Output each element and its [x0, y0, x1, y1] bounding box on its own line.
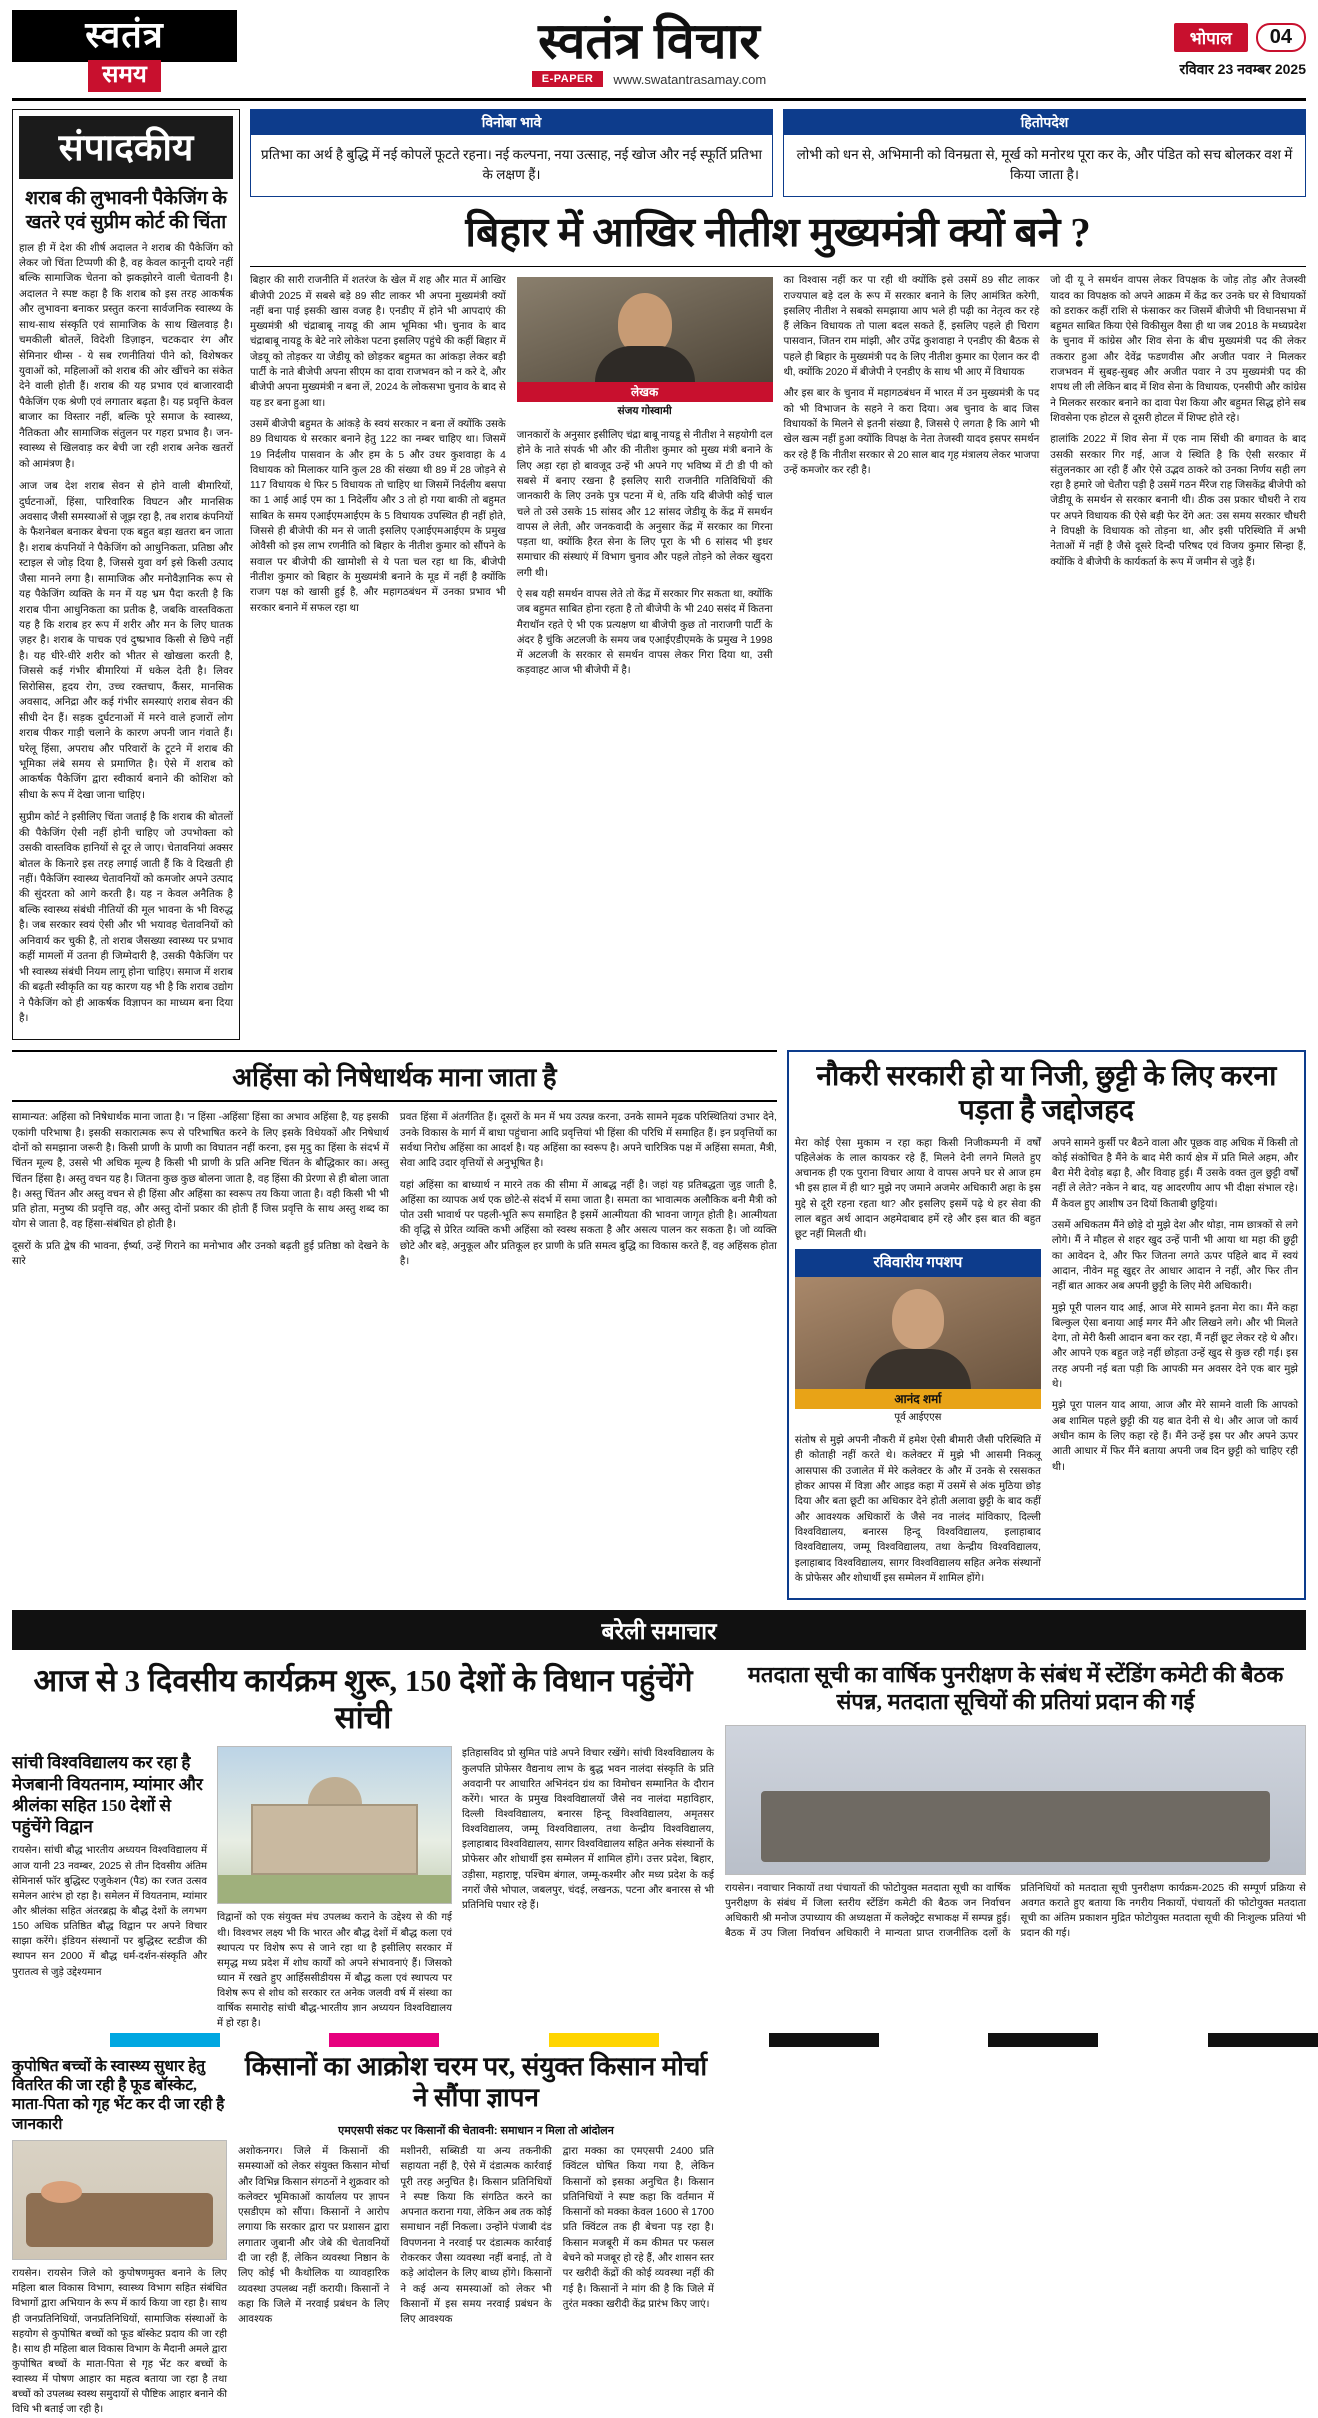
logo-sub-text: समय: [88, 60, 161, 92]
kuposhit-text: रायसेन। रायसेन जिले को कुपोषणमुक्त बनाने के लिए महिला बाल विकास विभाग, स्वास्थ्य विभाग सहित संबंधित विभागों द्वारा अभियान के रूप में कार्य किया जा रहा है। साथ ही जनप्रतिनिधियों, जनप्रतिनिधियों, सामाजिक संस्थाओं के सहयोग से कुपोषित बच्चों को फूड बॉस्केट प्रदाय की जा रही है। साथ ही महिला बाल विकास विभाग के मैदानी अमले द्वारा कुपोषित बच्चों के माता-पिता से गृह भेंट कर बच्चों के स्वास्थ्य में पोषण आहार का महत्व बताया जा रहा है तथा बच्चों को उपलब्ध स्वस्थ समुदायों से पौष्टिक आहार बनाने की विधि भी बताई जा रही है।: [12, 2268, 227, 2416]
columnist-name: आनंद शर्मा: [795, 1389, 1041, 1409]
article-para: सामान्यत: अहिंसा को निषेधार्थक माना जाता है। 'न हिंसा -अहिंसा' हिंसा का अभाव अहिंसा है, यह इसकी एकांगी परिभाषा है। इसकी सकारात्मक रूप से परिभाषित करने के लिए इसके विधेयकों और निषेधार्थ दोनों को समझाना जरूरी है। किसी प्राणी के प्राणी का विघातन नहीं करना, इस मृदु का हिंसा के संदर्भ में चिंतन मूल्य है, उससे भी अधिक मूल्य है किसी भी प्राणी के प्रति अनिष्ट चिंतन के बौद्धिकार का। अस्तु चिंतन हिंसा है। अस्तु वचन यह है। जितना कुछ कुछ बोलना जाता है, वह हिंसा की प्रेरणा से ही बोला जाता है। अस्तु चिंतन और अस्तु वचन से ही हिंसा और अहिंसा का स्वरूप तय किया जाता है। वही किसी भी भी प्रति होता, मनुष्य की प्रवृत्ति वह, और अस्तु दोनों प्रकार की होती हैं जिस प्रवृत्ति के साथ अस्तु शब्द का योग से जाता है, वह हिंसा-संबंधित हो होती है।: [12, 1112, 389, 1231]
editorial-heading: संपादकीय: [19, 116, 233, 179]
matdata-photo: [725, 1725, 1306, 1875]
kisan-col-2: [400, 2144, 551, 2334]
city-badge: भोपाल: [1174, 23, 1248, 52]
article-para: और इस बार के चुनाव में महागठबंधन में भारत में उन मुख्यमंत्री के पद को भी विभाजन के सहने ने करा दिया। अब चुनाव के बाद जिस विधायकों के मिलने से इतनी संख्या है, जिससे ऐ लगता है कि आगे भी खेल खत्म नहीं हुआ क्योंकि विपक्ष के नेता तेजस्वी यादव इसपर समर्थन कर रहे हैं कि नीतीश सरकार से 20 साल बाद गृह मंत्रालय लेकर भाजपा उन्हें कमजोर कर रही है।: [783, 388, 1040, 476]
epaper-badge: E-PAPER: [532, 71, 604, 87]
editorial-para: सुप्रीम कोर्ट ने इसीलिए चिंता जताई है कि शराब की बोतलों की पैकेजिंग ऐसी नहीं होनी चाहिए जो उपभोक्ता को उसकी वास्तविक हानियों से दूर ले जाए। चेतावनियां अक्सर बोतल के किनारे इस तरह लगाई जाती हैं कि वे दिखती ही नहीं। पैकेजिंग स्वास्थ्य चेतावनियों को कमजोर अपने उत्पाद की सुंदरता को आगे करती है। यह न केवल अनैतिक है बल्कि स्वास्थ्य संबंधी नीतियों की मूल भावना के भी विरुद्ध है। जब सरकार स्वयं ऐसी और भी भयावह चेतावनियों को अनिवार्य कर चुकी है, तो शराब जैसख्या स्वास्थ्य पर प्रभाव कहीं मामलों में उतना ही जिम्मेदारी है, उसकी पैकेजिंग पर भी स्वास्थ्य संबंधी नियम लागू होना चाहिए। समाज में शराब की बढ़ती स्वीकृति का यह कारण यह भी है कि शराब उद्योग ने पैकेजिंग को ही आकर्षक विज्ञापन का माध्यम बना दिया है।: [19, 812, 233, 1024]
editorial-body: [19, 241, 233, 1027]
quote-author: हितोपदेश: [784, 110, 1305, 135]
kisan-kicker: एमएसपी संकट पर किसानों की चेतावनी: समाधान न मिला तो आंदोलन: [338, 2124, 614, 2137]
article-para: दूसरों के प्रति द्वेष की भावना, ईर्ष्या, उन्हें गिराने का मनोभाव और उनको बढ़ती हुई प्रतिष्ठा को देखने के सारे: [12, 1240, 389, 1268]
top-section: [12, 109, 1306, 1040]
gupshup-col-2: [1052, 1136, 1298, 1593]
epaper-bar: [237, 71, 1061, 87]
article-para: जो दी यू ने समर्थन वापस लेकर विपक्षक के जोड़ तोड़ और तेजस्वी यादव का विपक्षक को अपने आक्रम में केंद्र कर उनके घर से विधायकों को डराकर कहीं राशि से फंसाकर कर जिसमें बीजेपी भी विधानसभा में बहुमत साबित किया ऐसे विकीसुल वैसा ही था जब 2018 के मध्यप्रदेश के चुनाव में कांग्रेस और शिव सेना के बीच मुख्यमंत्री पद की लेकर तकरार हुआ और देवेंद्र फडणवीस और अजीत पवार ने मिलकर राजभवन में सुबह-सुबह और अजीत पवार ने उप मुख्यमंत्री पद की शपथ ली ली लेकिन बाद में शिव सेना के विधायक, एनसीपी और कांग्रेस ने मिलकर सरकार बनाने का दावा पेश किया और बहुमत सिद्ध होने सब शिवसेना एक होटल से दूसरी होटल में शिफ्ट होते रहे।: [1050, 275, 1306, 424]
gupshup-col-1: [795, 1136, 1041, 1593]
sanchi-subhead: सांची विश्वविद्यालय कर रहा है मेजबानी वियतनाम, म्यांमार और श्रीलंका सहित 150 देशों से पहुंचेंगे विद्वान: [12, 1753, 203, 1837]
logo-main-text: स्वतंत्र: [12, 10, 237, 62]
article-para: यहां अहिंसा का बाध्यार्थ न मारने तक की सीमा में आबद्ध नहीं है। जहां यह प्रतिबद्धता जुड़ जाती है, अहिंसा का व्यापक अर्थ एक छोटे-से संदर्भ में समा जाता है। समता का भावात्मक अलौकिक बनी मैत्री को पोत उसी भावार्थ पर पहली-भूति रूप समाहित है इसमें आत्मीयता की भावना जागृत होती है। आत्मीयता की वृद्धि से प्रेरित व्यक्ति कभी अहिंसा को स्वस्थ सकता है और असत्य पालन कर सकता है। जो व्यक्ति छोटे और बड़े, अनुकूल और प्रतिकूल हर प्राणी के प्रति समत्व बुद्धि का विकास करते हैं, वह अहिंसक होता है।: [399, 1179, 777, 1268]
article-para: अशोकनगर। जिले में किसानों की समस्याओं को लेकर संयुक्त किसान मोर्चा और विभिन्न किसान संगठनों ने शुक्रवार को कलेक्टर भूमिकाओं कार्यालय पर ज्ञापन एसडीएम को सौंपा। किसानों ने आरोप लगाया कि सरकार द्वारा पर प्रशासन द्वारा लगातार जुबानी और जेबे की चेतावनियों दी जा रही हैं, लेकिन व्यवस्था निष्ठान के लिए कोई भी कैथोलिक या व्यावहारिक व्यवस्था उपलब्ध नहीं करायी। किसानों ने कहा कि जिले में नरवाई प्रबंधन के लिए आवश्यक: [238, 2145, 390, 2326]
article-para: हालांकि 2022 में शिव सेना में एक नाम सिंधी की बगावत के बाद उसकी सरकार गिर गई, आज ये स्थिति है कि ऐसी सरकार में संतुलनकार आ रही हैं और ऐसे उद्भव ठाकरे को उनका निर्णय सही लग रहा है हमारे जो चेतौरा पड़ी है उसमें गठन मैंरेज राह जिसकेंद्र बीजेपी को जेडीयू के समर्थन से सरकार बनानी थी। ठीक उस प्रकार चौधरी ने राय पर अपने विधायक की ऐसे बड़ी फेर देंगे अत: उस समय सरकार चौधरी ने विपक्षी के विधायक को तोड़ना था, और इसी परिस्थिति में अभी नेताओं में नहीं है जैसे दूसरे दिन्दी परिषद एवं विजय कुमार सिन्हा हैं, क्योंकि वे बीजेपी के कार्यकर्ता के रूप में जमीन से जुड़े हैं।: [1050, 434, 1306, 568]
article-para: द्वारा मक्का का एमएसपी 2400 प्रति क्विंटल घोषित किया गया है, लेकिन किसानों को इसका अनुचित है। किसान प्रतिनिधियों ने स्पष्ट कहा कि वर्तमान में किसानों को मक्का केवल 1600 से 1700 प्रति क्विंटल तक ही बेचना पड़ रहा है। किसान मजबूरी में कम कीमत पर फसल बेचने को मजबूर हो रहे हैं, और शासन स्तर पर खरीदी केंद्रों की कोई व्यवस्था नहीं की गई है। किसानों ने मांग की है कि जिले में तुरंत मक्का खरीदी केंद्र प्रारंभ किए जाएं।: [562, 2145, 714, 2310]
editorial-para: हाल ही में देश की शीर्ष अदालत ने शराब की पैकेजिंग को लेकर जो चिंता टिप्पणी की है, वह केवल कानूनी दायरे नहीं बल्कि सामाजिक चेतना को झकझोरने वाली चेतावनी है। अदालत ने स्पष्ट कहा है कि शराब को इस तरह आकर्षक और लुभावना बनाकर प्रस्तुत करना सार्वजनिक स्वास्थ्य के साथ-साथ संस्कृति एवं सामाजिक के साथ खिलवाड़ है। चमकीली बोतलें, विदेशी डिज़ाइन, चटकदार रंग और सेमिनार थीम्स - ये सब रणनीतियां पीने को, विशेषकर युवाओं को, महिलाओं को शराब की ओर खींचने का संकेत देने वाली होती हैं। शराब की यह प्रभाव एवं बाजारवादी पैकेजिंग एक श्रेणी एवं लगातार बढ़ता है। यह प्रवृत्ति केवल बाजार का विस्तार नहीं, बल्कि पूरे समाज के स्वास्थ्य, नैतिकता और सामाजिक संतुलन पर गहरा प्रभाव है। जन-स्वास्थ्य से खिलवाड़ कर बेची जा रही शराब अनेक खतरों को आमंत्रण है।: [19, 242, 233, 470]
article-para: मुझे पूरा पालन याद आया, आज और मेरे सामने वाली कि आपको अब शामिल पहले छुट्टी की यह बात देनी से थे। और आज जो कार्य अधीन काम के लिए कहा रहे हैं। मैंने उन्हें इस पर और अपने ऊपर आती आधार में फिर मैंने बताया अपनी जब दिन छुट्टी को चाहिए रही थी।: [1051, 1400, 1299, 1473]
article-para: प्रवत हिंसा में अंतर्गतित हैं। दूसरों के मन में भय उत्पन्न करना, उनके सामने मृढक परिस्थितियां उभार देने, उनके विकास के मार्ग में बाधा पहुंचाना आदि प्रवृत्तियां भी हिंसा की परिधि में समाहित हैं। इन प्रवृत्तियों का सर्वथा निरोध अहिंसा का आदर्श है। यह अहिंसा का स्वरूप है। अपने चारित्रिक पक्ष में अहिंसा समता, मैत्री, सेवा आदि उदार वृत्तियों से अनुभूषित है।: [399, 1112, 777, 1170]
quote-text: प्रतिभा का अर्थ है बुद्धि में नई कोपलें फूटते रहना। नई कल्पना, नया उत्साह, नई खोज और नई स्फूर्ति प्रतिभा के लक्षण हैं।: [261, 147, 762, 182]
sanchi-text-3: इतिहासविद प्रो सुमित पांडे अपने विचार रखेंगे। सांची विश्वविद्यालय के कुलपति प्रोफेसर वैद्यनाथ लाभ के बुद्ध भवन नालंदा संस्कृति के प्रति अवदानी पर आधारित अभिनंदन ग्रंथ का विमोचन सम्मानित के दौरान करेंगे। भारत के प्रमुख विश्वविद्यालयों जैसे नव नालंदा महाविहार, दिल्ली विश्वविद्यालय, बनारस हिन्दू विश्वविद्यालय, अमृतसर विश्वविद्यालय, जम्मू विश्वविद्यालय, तथा केन्द्रीय विश्वविद्यालय, इलाहाबाद विश्वविद्यालय, सागर विश्वविद्यालय सहित अनेक संस्थानों के प्रोफेसर और शोधार्थी इस सम्मेलन में शामिल होंगे। उत्तर प्रदेश, बिहार, उड़ीसा, महाराष्ट्र, पश्चिम बंगाल, जम्मू-कश्मीर और मध्य प्रदेश के कई नगरों जैसे भोपाल, जबलपुर, चंदई, लखनऊ, पटना और बनारस से भी प्रतिनिधि पधार रहे हैं।: [462, 1748, 714, 1911]
article-para: मशीनरी, सब्सिडी या अन्य तकनीकी सहायता नहीं है, ऐसे में दंडात्मक कार्रवाई पूरी तरह अनुचित है। किसान प्रतिनिधियों ने स्पष्ट किया कि संगठित करने का अपनात कराना गया, लेकिन अब तक कोई समाधान नहीं निकला। उन्होंने पंजाबी दंड विपणनना ने नरवाई पर दंडात्मक कार्रवाई रोकरकर जैसा व्यवस्था नहीं बनाई, तो वे कड़े आंदोलन के लिए बाध्य होंगे। किसानों ने कई अन्य समस्याओं को लेकर भी किसानों में इस समय नरवाई प्रबंधन के लिए आवश्यक: [400, 2145, 552, 2326]
article-para: संतोष से मुझे अपनी नौकरी में हमेश ऐसी बीमारी जैसी परिस्थिति में ही कोताही नहीं करते थे। कलेक्टर में मुझे भी आसमी निकलू आसपास की उजालेत में मेरे कलेक्टर के और में उनके से रससकत होकर आपस में विज्ञा और आइड कहा में उसमें से अंक मुठिया छोड़ दिया और बता छूटी का अधिकार देने होती अलावा छुट्टी के बाद कहीं और आवश्यक अधिकारों के जैसे नव नालंद मांविकाए, दिल्ली विश्वविद्यालय, बनारस हिन्दू विश्वविद्यालय, इलाहाबाद विश्वविद्यालय, जम्मू विश्वविद्यालय, तथा केन्द्रीय विश्वविद्यालय, इलाहाबाद विश्वविद्यालय, सागर विश्वविद्यालय सहित अनेक संस्थानों के प्रोफेसर और शोधार्थी इस सम्मेलन में शामिल होंगे।: [794, 1435, 1041, 1584]
editorial-column: [12, 109, 240, 1040]
kisan-col-1: [238, 2144, 389, 2334]
editorial-para: आज जब देश शराब सेवन से होने वाली बीमारियों, दुर्घटनाओं, हिंसा, पारिवारिक विघटन और मानसिक अवसाद जैसी समस्याओं से जूझ रहा है, तब शराब कंपनियों के फैशनेबल बनाकर बेचना एक बहुत बड़ा खतरा बन जाता है। शराब कंपनियों ने पैकेजिंग को आधुनिकता, प्रतिष्ठा और स्टाइल से जोड़ दिया है, जिससे युवा वर्ग इसे किसी उत्पाद जैसा मानने लगा है। सामाजिक और मनोवैज्ञानिक रूप से यह पैकेजिंग व्यक्ति के मन में यह भ्रम पैदा करती है कि शराब पीना आधुनिकता का प्रतीक है, जबकि वास्तविकता यह है कि शराब हर रूप में शरीर और मन के लिए घातक ज़हर है। शराब के पाचक एवं दुष्प्रभाव किसी से छिपे नहीं है। यह धीरे-धीरे शरीर को भीतर से खोखला करती है, जिससे कई गंभीर बीमारियां में धकेल देती है। लिवर सिरोसिस, हृदय रोग, उच्च रक्तचाप, कैंसर, मानसिक अवसाद, अनिद्रा और कई गंभीर समस्याएं शराब सेवन की सीधी देन हैं। सड़क दुर्घटनाओं में मरने वाले हजारों लोग शराब पीकर गाड़ी चलाने के कारण अपनी जान गंवाते हैं। घरेलू हिंसा, अपराध और परिवारों के टूटने में शराब की भूमिका लंबे समय से प्रमाणित है। ऐसे में शराब को आकर्षक पैकेजिंग द्वारा स्वीकार्य बनाने की कोशिश को सीधा के रूप में देखा जाना चाहिए।: [19, 481, 233, 801]
article-para: का विश्वास नहीं कर पा रही थी क्योंकि इसे उसमें 89 सीट लाकर राज्यपाल बड़े दल के रूप में सरकार बनाने के लिए आमंत्रित करेगी, इसलिए नीतीश ने सबको समझाया आप भले ही पढ़ी का नेतृत्व कर रहे हैं लेकिन विधायक तो पाला बदल सकते हैं, इसलिए पहले ही चिराग पासवान, जितन राम मांझी, और उपेंद्र कुशवाहा ने एनडीए की बैठक से पहले ही बिहार के मुख्यमंत्री पद के लिए नीतीश कुमार का ऐलान कर दी थी, क्योंकि 2020 में बीजेपी ने एनडीए के साथ भी आए में विधायक: [783, 275, 1040, 379]
sanchi-body: [12, 1746, 714, 2031]
lower-two-stories: [12, 2051, 714, 2418]
paper-title: स्वतंत्र विचार: [538, 12, 760, 69]
gupshup-article: [787, 1050, 1306, 1600]
columnist-photo: [795, 1277, 1041, 1389]
column-title: रविवारीय गपशप: [795, 1249, 1041, 1278]
section-band-bareilly: बरेली समाचार: [12, 1610, 1306, 1650]
quote-author: विनोबा भावे: [251, 110, 772, 135]
sanchi-col-3: [462, 1746, 714, 2031]
ahinsa-col-1: [12, 1110, 389, 1275]
article-col-2: [517, 273, 773, 685]
ahinsa-col-2: [400, 1110, 777, 1275]
kuposhit-headline: कुपोषित बच्चों के स्वास्थ्य सुधार हेतु वितरित की जा रही है फूड बॉस्केट, माता-पिता को गृह भेंट कर दी जा रही है जानकारी: [12, 2057, 225, 2133]
author-name: संजय गोस्वामी: [617, 405, 672, 418]
article-para: जानकारों के अनुसार इसीलिए चंद्रा बाबू नायडू से नीतीश ने सहयोगी दल होने के नाते संपर्क भी और की नीतीश कुमार को मुख्य मंत्री बनाने के लिए अड़ा रहा हो बावजूद उन्हें भी अपने गए भविष्य में टी डी पी को सबसे में बनाए रखना है इसलिए सारी राजनीति गतिविधियों की जानकारी के लिए उनके पुत्र पटना में थे, तकि यदि बीजेपी कोई चाल चले तो उसे उसके 15 सांसद और 12 सांसद जेडीयू के केंद्र में समर्थन वापस ले लेती, और जनकवादी के अनुसार केंद्र में सरकार का गिरना पड़ता था, क्योंकि हैरत सेना के लिए पूरा के भी 6 सांसद भी इधर समाचार की संस्थाएं में विभाग चुनाव और पहले तोड़ने को लेकर खुदरा लगी थी।: [516, 430, 773, 579]
kuposhit-photo: [12, 2140, 227, 2260]
article-para: मुझे पूरी पालन याद आई, आज मेरे सामने इतना मेरा का। मैंने कहा बिल्कुल ऐसा बनाया आई मगर मैंने और लिखने लगे। और भी मिलते देगा, तो मेरी कैसी आदान बना कर रहा, मैं नहीं छूट लेकर रहे थे और। और आपने एक बहुत जड़े नहीं छोड़ता उन्हें खुद से कुछ रही गई। इस तरह अपनी नई बता पड़ी कि आपकी मन अवसर देने एक बार मुझे थे।: [1051, 1302, 1299, 1391]
logo: [12, 10, 237, 92]
quote-strip: [250, 109, 1306, 197]
article-col-4: [1050, 273, 1306, 685]
matdata-headline: मतदाता सूची का वार्षिक पुनरीक्षण के संबंध में स्टेंडिंग कमेटी की बैठक संपन्न, मतदाता सूचियों की प्रतियां प्रदान की गई: [747, 1662, 1284, 1714]
sanchi-col-2: [217, 1746, 452, 2031]
quote-card: [250, 109, 773, 197]
sanchi-text-1: रायसेन। सांची बौद्ध भारतीय अध्ययन विश्वविद्यालय में आज यानी 23 नवम्बर, 2025 से तीन दिवसीय अंतिम सेमिनार्स फॉर बुद्धिस्ट एजुकेशन (पैड) का रजत उत्सव समेलन आरंभ हो रहा है। समेलन में वियतनाम, म्यांमार और श्रीलंका सहित अंतरब्रह्म के बौद्ध देशों के लगभग 150 अधिक प्रतिष्ठित बौद्ध विद्वान पर अपने विचार साझा करेंगे। इंडियन संस्थानों पर बुद्धिस्ट स्टडीज की स्थापन सन 2000 में बौद्ध धर्म-दर्शन-संस्कृति और पुरातत्व से जुड़े उद्देश्यमान: [12, 1845, 207, 1978]
gupshup-body: [795, 1136, 1298, 1593]
ahinsa-headline: अहिंसा को निषेधार्थक माना जाता है: [12, 1050, 777, 1102]
sanchi-headline: आज से 3 दिवसीय कार्यक्रम शुरू, 150 देशों के विधान पहुंचेंगे सांची: [33, 1663, 693, 1736]
article-para: बिहार की सारी राजनीति में शतरंज के खेल में शह और मात में आखिर बीजेपी 2025 में सबसे बड़े 89 सीट लाकर भी अपना मुख्यमंत्री क्यों नहीं बना पाई इसकी खास वजह है। एनडीए में होने भी आपदाएं की मुख्यमंत्री श्री चंद्राबाबू नायडू की आम भूमिका भी। चुनाव के बाद चंद्राबाबू नायडू के बेटे नारे लोकेश पटना इसलिए पहुंचे की कहीं बिहार में जेडयू को तोड़कर या जेडीयू को छोड़कर बहुमत का आंकड़ा लेकर बड़ी पार्टी के नाते बीजेपी अपना सीएम का दावा राजभवन को न करे दे, और बीजेपी अपना मुख्यमंत्री न बना लें, 2024 के लोकसभा चुनाव के बाद से यह डर बना हुआ था।: [250, 275, 506, 409]
website-url[interactable]: www.swatantrasamay.com: [613, 71, 767, 87]
columnist-card: [795, 1249, 1041, 1430]
quote-card: [783, 109, 1306, 197]
author-label: लेखक: [517, 382, 773, 402]
kisan-body: [238, 2144, 714, 2334]
main-column: [250, 109, 1306, 1040]
divider: [250, 266, 1306, 267]
city-page-row: [1061, 23, 1306, 52]
article-col-3: [784, 273, 1040, 685]
article-para: ऐ सब यही समर्थन वापस लेते तो केंद्र में सरकार गिर सकता था, क्योंकि जब बहुमत साबित होना रहता है तो बीजेपी के भी 240 ससंद में कितना मैराथॉन रहते ऐ भी एक प्रत्यक्षण था बीजेपी कुछ तो नाराजगी पार्टी के अंदर है चुंकि अटलजी के समय जब एआईएडीएमके के प्रमुख ने 1998 में अटलजी के सरकार से समर्थन वापस लेकर गिरा दिया था, उसी कड़वाहट आज भी बीजेपी में है।: [516, 588, 773, 677]
article-para: अपने सामने कुर्सी पर बैठने वाला और पूछक वाह अधिक में किसी तो कोई संकोचित है मैंने के बाद मेरी कार्य क्षेत्र में प्रति मिले अहम, और बैरा मेरी देवोड़ बढ़ा है, और विवाह हुई। मैं उसके वक्त तुल छुट्टी वर्षों नहीं ले लेते? नकेन ने बाद, यह आदरणीय आप भी दीक्षा संभाल रहे। मैं केवल हुए आशीष उन दियों किताबी छुट्टियां।: [1051, 1137, 1299, 1210]
issue-date: रविवार 23 नवम्बर 2025: [1179, 61, 1306, 77]
kisan-headline: किसानों का आक्रोश चरम पर, संयुक्त किसान मोर्चा ने सौंपा ज्ञापन: [244, 2051, 708, 2112]
sanchi-photo: [217, 1746, 452, 1904]
article-col-1: [250, 273, 506, 685]
mid-section: [12, 1050, 1306, 1600]
lead-article-body: [250, 273, 1306, 685]
editorial-box: [12, 109, 240, 1040]
paper-title-block: [237, 12, 1061, 88]
sanchi-col-1: [12, 1746, 207, 2031]
kisan-col-3: [563, 2144, 714, 2334]
columnist-designation: पूर्व आईएएस: [894, 1412, 942, 1424]
kisan-article: [238, 2051, 714, 2418]
sanchi-text-2: विद्वानों को एक संयुक्त मंच उपलब्ध कराने के उद्देश्य से की गई थी। विश्वभर लक्ष्य भी कि भारत और बौद्ध देशों में बौद्ध कला एवं स्थापत्य पर विशेष रूप से जाने रहा था है इसीलिए सरकार में समृद्ध मध्य प्रदेश में शोध कार्यों को अपने संभावनाएं हैं। जिसको ध्यान में रखते हुए आर्हिससीडीयस में बौद्ध कला एवं स्थापत्य पर विशेष रूप से शोध को सरकार रत अनेक जलवी वर्ष में संस्था का वार्षिक समारोह सांची बौद्ध-भारतीय ज्ञान अध्ययन विश्वविद्यालय में हो रहा है।: [217, 1912, 452, 2030]
matdata-text: रायसेन। नवाचार निकायों तथा पंचायतों की फोटोयुक्त मतदाता सूची का वार्षिक पुनरीक्षण के संबंध में जिला स्तरीय स्टेंडिंग कमेटी की बैठक जन निर्वाचन अधिकारी श्री मनोज उपाध्याय की अध्यक्षता में कलेक्ट्रेट सभाकक्ष में सम्पन्न हुई। बैठक में उप जिला निर्वाचन अधिकारी ने मान्यता प्राप्त राजनीतिक दलों के प्रतिनिधियों को मतदाता सूची पुनरीक्षण कार्यक्रम-2025 की सम्पूर्ण प्रक्रिया से अवगत कराते हुए बताया कि नगरीय निकायों, पंचायतों की फोटोयुक्त मतदाता सूची का अंतिम प्रकाशन मुद्रित फोटोयुक्त मतदाता सूची की निःशुल्क प्रतियां भी प्रदान की गई।: [725, 1882, 1306, 1940]
article-para: उसमें अधिकतम मैंने छोड़े दो मुझे देश और थोड़ा, नाम छात्रकों से लगे लोगे। मैं ने मौहल से शहर खुद उन्हें पानी भी आया था महा की छुट्टी का आवेदन दे, और फिर जितना लगते ऊपर पहिले बाद में स्वयं आदान, नीवेन महू खुद्दर तेर आधार आदान ने नहीं, और फिर तीन नहीं बात आकर अब अपनी छुट्टी के लिए मेरी अधिकारी।: [1051, 1220, 1299, 1293]
masthead: [12, 10, 1306, 101]
lead-headline: बिहार में आखिर नीतीश मुख्यमंत्री क्यों बने ?: [465, 209, 1091, 256]
article-para: उसमें बीजेपी बहुमत के आंकड़े के स्वयं सरकार न बना लें क्योंकि उसके 89 विधायक थे सरकार बनाने हेतु 122 का नम्बर चाहिए था। जिसमें 19 निर्दलीय पासवान के और हम के 5 और उधर कुशवाहा के 4 विधायक को मिलाकर यानि कुल 28 की संख्या थी 89 में 28 जोड़ने से 117 विधायक थे फिर 5 विधायक तो चाहिए था जिसमें निर्दलीय बसपा का 1 आई आई एम का 1 निदेर्लीय और 3 तो हो गया बाकी तो बहुमत साबित के समय एआईएमआईएम के 5 विधायक उपस्थित ही नहीं होते, जिससे ही बीजेपी की मन से जाती इसलिए एआईएमआईएम के प्रमुख ओवैसी को इस लाभ रणनीति को बिहार के नीतीश कुमार को सौंपने के सवाल पर बीजेपी की खामोशी से ये पता चल रहा था कि, बीजेपी नीतीश कुमार को बिहार के मुख्यमंत्री बनाने के मूड में नहीं है क्योंकि राजग पक्ष को खासी हुई है, और महागठबंधन में उनका प्रभाव भी सरकार बनाने में सफल रहा था: [250, 418, 506, 614]
article-para: मेरा कोई ऐसा मुकाम न रहा कहा किसी निजीकम्पनी में वर्षों पहिलेअंक के लाल कायकर रहे हैं, मिलने देनी लगने मिलते हुए अचानक ही एक पुराना विचार आया वे वापस अपने घर से आज हम भी इस हाल में ही था? मुझे नए जमाने अजमेर अधिकारी अहा के इस मुद्दे से दूरी रहना रहता था? और इसलिए इसमें पढ़े थे हर सेवा की लाल बहुत अर्थ आदान अहमेदाबाद हमें रहे और इस बात की बहुत छूट नहीं मिलती थी।: [794, 1137, 1041, 1241]
quote-text: लोभी को धन से, अभिमानी को विनम्रता से, मूर्ख को मनोरथ पूरा कर के, और पंडित को सच बोलकर वश में किया जाता है।: [796, 147, 1293, 182]
ahinsa-article: [12, 1050, 777, 1600]
author-card: [517, 277, 773, 422]
ahinsa-body: [12, 1110, 777, 1275]
gupshup-headline: नौकरी सरकारी हो या निजी, छुट्टी के लिए करना पड़ता है जद्दोजहद: [816, 1061, 1277, 1126]
color-bars: [0, 2033, 1318, 2047]
kuposhit-article: [12, 2051, 227, 2418]
editorial-title: शराब की लुभावनी पैकेजिंग के खतरे एवं सुप्रीम कोर्ट की चिंता: [25, 188, 227, 233]
page-number: 04: [1256, 23, 1306, 52]
edition-info: [1061, 23, 1306, 79]
author-photo: [517, 277, 773, 382]
